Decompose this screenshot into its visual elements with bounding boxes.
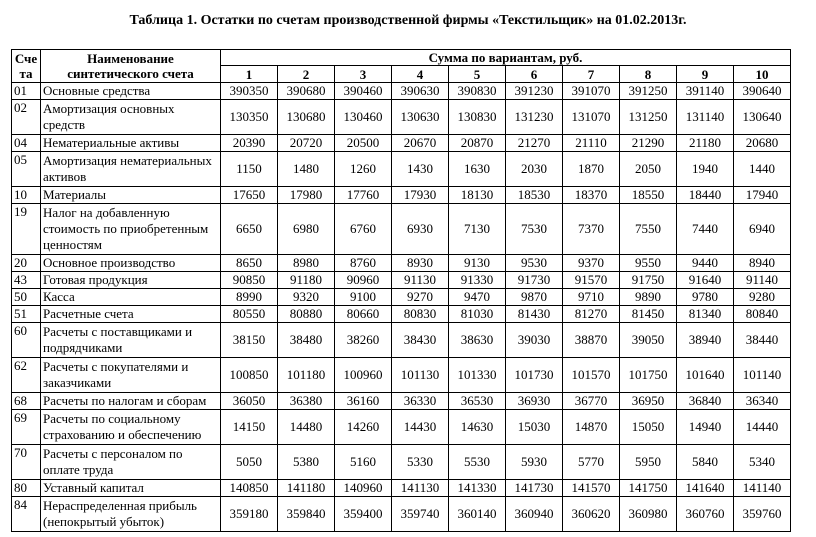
variant-value: 141750 <box>620 480 677 497</box>
variant-value: 14480 <box>278 410 335 445</box>
account-number: 19 <box>12 204 41 255</box>
variant-value: 390460 <box>335 83 392 100</box>
variant-value: 5530 <box>449 445 506 480</box>
variant-value: 38940 <box>677 323 734 358</box>
variant-value: 18130 <box>449 187 506 204</box>
variant-value: 17940 <box>734 187 791 204</box>
account-number: 01 <box>12 83 41 100</box>
table-row <box>12 445 791 480</box>
variant-value: 359180 <box>221 497 278 532</box>
account-name: Готовая продукция <box>41 272 221 289</box>
variant-value: 9280 <box>734 289 791 306</box>
variant-value: 5840 <box>677 445 734 480</box>
account-name: Расчеты с покупателями и заказчиками <box>41 358 221 393</box>
variant-value: 38150 <box>221 323 278 358</box>
variant-value: 101140 <box>734 358 791 393</box>
account-name: Расчеты с поставщиками и подрядчиками <box>41 323 221 358</box>
variant-value: 390640 <box>734 83 791 100</box>
variant-value: 131070 <box>563 100 620 135</box>
variant-value: 9870 <box>506 289 563 306</box>
variant-value: 91570 <box>563 272 620 289</box>
variant-value: 20390 <box>221 135 278 152</box>
account-number: 62 <box>12 358 41 393</box>
variant-value: 38480 <box>278 323 335 358</box>
variant-value: 91640 <box>677 272 734 289</box>
table-row <box>12 204 791 255</box>
variant-value: 80550 <box>221 306 278 323</box>
variant-value: 6760 <box>335 204 392 255</box>
variant-value: 14870 <box>563 410 620 445</box>
variant-value: 17760 <box>335 187 392 204</box>
table-title: Таблица 1. Остатки по счетам производственной фирмы «Текстильщик» на 01.02.2013г. <box>129 13 687 28</box>
account-name: Основные средства <box>41 83 221 100</box>
account-number: 50 <box>12 289 41 306</box>
variant-value: 81450 <box>620 306 677 323</box>
variant-header: 2 <box>278 66 335 83</box>
variant-value: 390680 <box>278 83 335 100</box>
account-name: Налог на добавленную стоимость по приобретенным ценностям <box>41 204 221 255</box>
account-name: Нематериальные активы <box>41 135 221 152</box>
variant-header: 8 <box>620 66 677 83</box>
account-name: Касса <box>41 289 221 306</box>
variant-value: 9710 <box>563 289 620 306</box>
variant-value: 80880 <box>278 306 335 323</box>
variant-value: 17980 <box>278 187 335 204</box>
variant-value: 20870 <box>449 135 506 152</box>
variant-value: 140850 <box>221 480 278 497</box>
variant-value: 100850 <box>221 358 278 393</box>
variant-value: 131140 <box>677 100 734 135</box>
account-name: Расчеты с персоналом по оплате труда <box>41 445 221 480</box>
variant-value: 9130 <box>449 255 506 272</box>
variant-value: 81270 <box>563 306 620 323</box>
variant-value: 9100 <box>335 289 392 306</box>
variant-value: 131250 <box>620 100 677 135</box>
variant-value: 39030 <box>506 323 563 358</box>
variant-value: 141140 <box>734 480 791 497</box>
variant-value: 130350 <box>221 100 278 135</box>
variant-value: 80660 <box>335 306 392 323</box>
variant-value: 36330 <box>392 393 449 410</box>
variant-value: 5380 <box>278 445 335 480</box>
variant-value: 360620 <box>563 497 620 532</box>
account-name: Материалы <box>41 187 221 204</box>
variant-value: 1260 <box>335 152 392 187</box>
account-name: Нераспределенная прибыль (непокрытый убыток) <box>41 497 221 532</box>
variant-value: 91180 <box>278 272 335 289</box>
variant-value: 7530 <box>506 204 563 255</box>
variant-value: 1150 <box>221 152 278 187</box>
variant-value: 390350 <box>221 83 278 100</box>
variant-value: 101750 <box>620 358 677 393</box>
variant-value: 1630 <box>449 152 506 187</box>
variant-value: 130830 <box>449 100 506 135</box>
variant-value: 90850 <box>221 272 278 289</box>
variant-value: 131230 <box>506 100 563 135</box>
variant-value: 17930 <box>392 187 449 204</box>
variant-value: 6930 <box>392 204 449 255</box>
variant-value: 80830 <box>392 306 449 323</box>
variant-value: 101180 <box>278 358 335 393</box>
variant-value: 7130 <box>449 204 506 255</box>
account-name: Амортизация нематериальных активов <box>41 152 221 187</box>
variant-value: 21290 <box>620 135 677 152</box>
table-row <box>12 289 791 306</box>
variant-value: 36840 <box>677 393 734 410</box>
variant-value: 130460 <box>335 100 392 135</box>
variant-value: 7440 <box>677 204 734 255</box>
variant-value: 14440 <box>734 410 791 445</box>
variant-value: 140960 <box>335 480 392 497</box>
variant-value: 1430 <box>392 152 449 187</box>
account-name: Основное производство <box>41 255 221 272</box>
variant-value: 1870 <box>563 152 620 187</box>
variant-value: 9550 <box>620 255 677 272</box>
account-name: Расчеты по социальному страхованию и обеспечению <box>41 410 221 445</box>
variant-value: 391250 <box>620 83 677 100</box>
table-row <box>12 497 791 532</box>
variant-value: 391070 <box>563 83 620 100</box>
variant-value: 101330 <box>449 358 506 393</box>
variant-value: 141640 <box>677 480 734 497</box>
variant-value: 9440 <box>677 255 734 272</box>
variant-value: 391230 <box>506 83 563 100</box>
variant-header: 1 <box>221 66 278 83</box>
account-name: Расчетные счета <box>41 306 221 323</box>
variant-value: 8940 <box>734 255 791 272</box>
variant-value: 5950 <box>620 445 677 480</box>
account-number: 51 <box>12 306 41 323</box>
variant-value: 36950 <box>620 393 677 410</box>
variant-value: 38440 <box>734 323 791 358</box>
account-number: 84 <box>12 497 41 532</box>
table-row <box>12 135 791 152</box>
variant-value: 1940 <box>677 152 734 187</box>
table-row <box>12 187 791 204</box>
name-header: Наименование синтетического счета <box>41 50 221 83</box>
header-row <box>12 50 791 66</box>
variant-value: 5770 <box>563 445 620 480</box>
variant-value: 101730 <box>506 358 563 393</box>
variant-header: 5 <box>449 66 506 83</box>
variant-value: 38260 <box>335 323 392 358</box>
variant-value: 7370 <box>563 204 620 255</box>
variant-header: 4 <box>392 66 449 83</box>
variant-value: 21110 <box>563 135 620 152</box>
variant-value: 130680 <box>278 100 335 135</box>
variant-value: 141180 <box>278 480 335 497</box>
variant-value: 7550 <box>620 204 677 255</box>
variant-value: 81030 <box>449 306 506 323</box>
variant-value: 36530 <box>449 393 506 410</box>
account-number: 10 <box>12 187 41 204</box>
variant-header: 3 <box>335 66 392 83</box>
table-row <box>12 306 791 323</box>
variant-value: 5330 <box>392 445 449 480</box>
variant-value: 90960 <box>335 272 392 289</box>
variant-value: 2050 <box>620 152 677 187</box>
variant-value: 6980 <box>278 204 335 255</box>
variant-value: 6650 <box>221 204 278 255</box>
account-number: 69 <box>12 410 41 445</box>
variant-value: 9780 <box>677 289 734 306</box>
variant-value: 81340 <box>677 306 734 323</box>
variant-value: 91130 <box>392 272 449 289</box>
variant-value: 91730 <box>506 272 563 289</box>
table-row <box>12 410 791 445</box>
variant-value: 36770 <box>563 393 620 410</box>
account-number: 05 <box>12 152 41 187</box>
account-name: Уставный капитал <box>41 480 221 497</box>
variant-value: 1480 <box>278 152 335 187</box>
variant-value: 9890 <box>620 289 677 306</box>
variant-value: 2030 <box>506 152 563 187</box>
variant-header: 9 <box>677 66 734 83</box>
variant-value: 391140 <box>677 83 734 100</box>
variant-value: 36050 <box>221 393 278 410</box>
account-number: 80 <box>12 480 41 497</box>
variant-value: 18440 <box>677 187 734 204</box>
variant-value: 14940 <box>677 410 734 445</box>
variant-value: 81430 <box>506 306 563 323</box>
variant-value: 20720 <box>278 135 335 152</box>
variant-value: 36340 <box>734 393 791 410</box>
table-row <box>12 255 791 272</box>
variant-value: 36160 <box>335 393 392 410</box>
table-row <box>12 480 791 497</box>
variant-value: 100960 <box>335 358 392 393</box>
variant-value: 8650 <box>221 255 278 272</box>
variant-value: 8930 <box>392 255 449 272</box>
variant-value: 38430 <box>392 323 449 358</box>
table-row <box>12 83 791 100</box>
variant-value: 36380 <box>278 393 335 410</box>
sum-header: Сумма по вариантам, руб. <box>221 50 791 66</box>
variant-value: 39050 <box>620 323 677 358</box>
variant-value: 8980 <box>278 255 335 272</box>
variant-value: 359740 <box>392 497 449 532</box>
variant-value: 9470 <box>449 289 506 306</box>
table-row <box>12 152 791 187</box>
variant-value: 360940 <box>506 497 563 532</box>
variant-value: 9530 <box>506 255 563 272</box>
variant-value: 101640 <box>677 358 734 393</box>
variant-value: 130630 <box>392 100 449 135</box>
variant-value: 20680 <box>734 135 791 152</box>
account-name: Амортизация основных средств <box>41 100 221 135</box>
variant-value: 360140 <box>449 497 506 532</box>
variant-value: 359400 <box>335 497 392 532</box>
variant-header: 6 <box>506 66 563 83</box>
table-row <box>12 323 791 358</box>
variant-header: 7 <box>563 66 620 83</box>
variant-value: 91140 <box>734 272 791 289</box>
variant-value: 17650 <box>221 187 278 204</box>
variant-value: 14630 <box>449 410 506 445</box>
variant-value: 390630 <box>392 83 449 100</box>
variant-header: 10 <box>734 66 791 83</box>
table-row <box>12 100 791 135</box>
variant-value: 14260 <box>335 410 392 445</box>
table-row <box>12 272 791 289</box>
account-name: Расчеты по налогам и сборам <box>41 393 221 410</box>
variant-value: 141730 <box>506 480 563 497</box>
variant-value: 360980 <box>620 497 677 532</box>
variant-value: 359840 <box>278 497 335 532</box>
variant-value: 91750 <box>620 272 677 289</box>
table-row <box>12 358 791 393</box>
variant-value: 21270 <box>506 135 563 152</box>
account-number: 68 <box>12 393 41 410</box>
variant-value: 1440 <box>734 152 791 187</box>
account-header: Сче та <box>12 50 41 83</box>
account-number: 02 <box>12 100 41 135</box>
variant-value: 101570 <box>563 358 620 393</box>
variant-value: 360760 <box>677 497 734 532</box>
variant-value: 5050 <box>221 445 278 480</box>
variant-value: 5340 <box>734 445 791 480</box>
account-number: 70 <box>12 445 41 480</box>
variant-value: 14430 <box>392 410 449 445</box>
variant-value: 18550 <box>620 187 677 204</box>
variant-value: 359760 <box>734 497 791 532</box>
variant-value: 141130 <box>392 480 449 497</box>
table-row <box>12 393 791 410</box>
variant-value: 18530 <box>506 187 563 204</box>
variant-value: 390830 <box>449 83 506 100</box>
account-number: 43 <box>12 272 41 289</box>
variant-value: 36930 <box>506 393 563 410</box>
variant-value: 91330 <box>449 272 506 289</box>
balances-table <box>11 49 791 532</box>
account-number: 04 <box>12 135 41 152</box>
variant-value: 15030 <box>506 410 563 445</box>
account-number: 20 <box>12 255 41 272</box>
variant-value: 14150 <box>221 410 278 445</box>
variant-value: 141570 <box>563 480 620 497</box>
variant-value: 5160 <box>335 445 392 480</box>
variant-value: 130640 <box>734 100 791 135</box>
variant-value: 21180 <box>677 135 734 152</box>
variant-value: 9270 <box>392 289 449 306</box>
variant-value: 18370 <box>563 187 620 204</box>
variant-value: 141330 <box>449 480 506 497</box>
variant-value: 101130 <box>392 358 449 393</box>
variant-value: 20500 <box>335 135 392 152</box>
variant-value: 80840 <box>734 306 791 323</box>
variant-value: 9370 <box>563 255 620 272</box>
variant-value: 20670 <box>392 135 449 152</box>
variant-value: 38630 <box>449 323 506 358</box>
variant-value: 38870 <box>563 323 620 358</box>
account-number: 60 <box>12 323 41 358</box>
variant-value: 8990 <box>221 289 278 306</box>
variant-value: 9320 <box>278 289 335 306</box>
variant-value: 5930 <box>506 445 563 480</box>
variant-value: 8760 <box>335 255 392 272</box>
variant-value: 6940 <box>734 204 791 255</box>
variant-value: 15050 <box>620 410 677 445</box>
